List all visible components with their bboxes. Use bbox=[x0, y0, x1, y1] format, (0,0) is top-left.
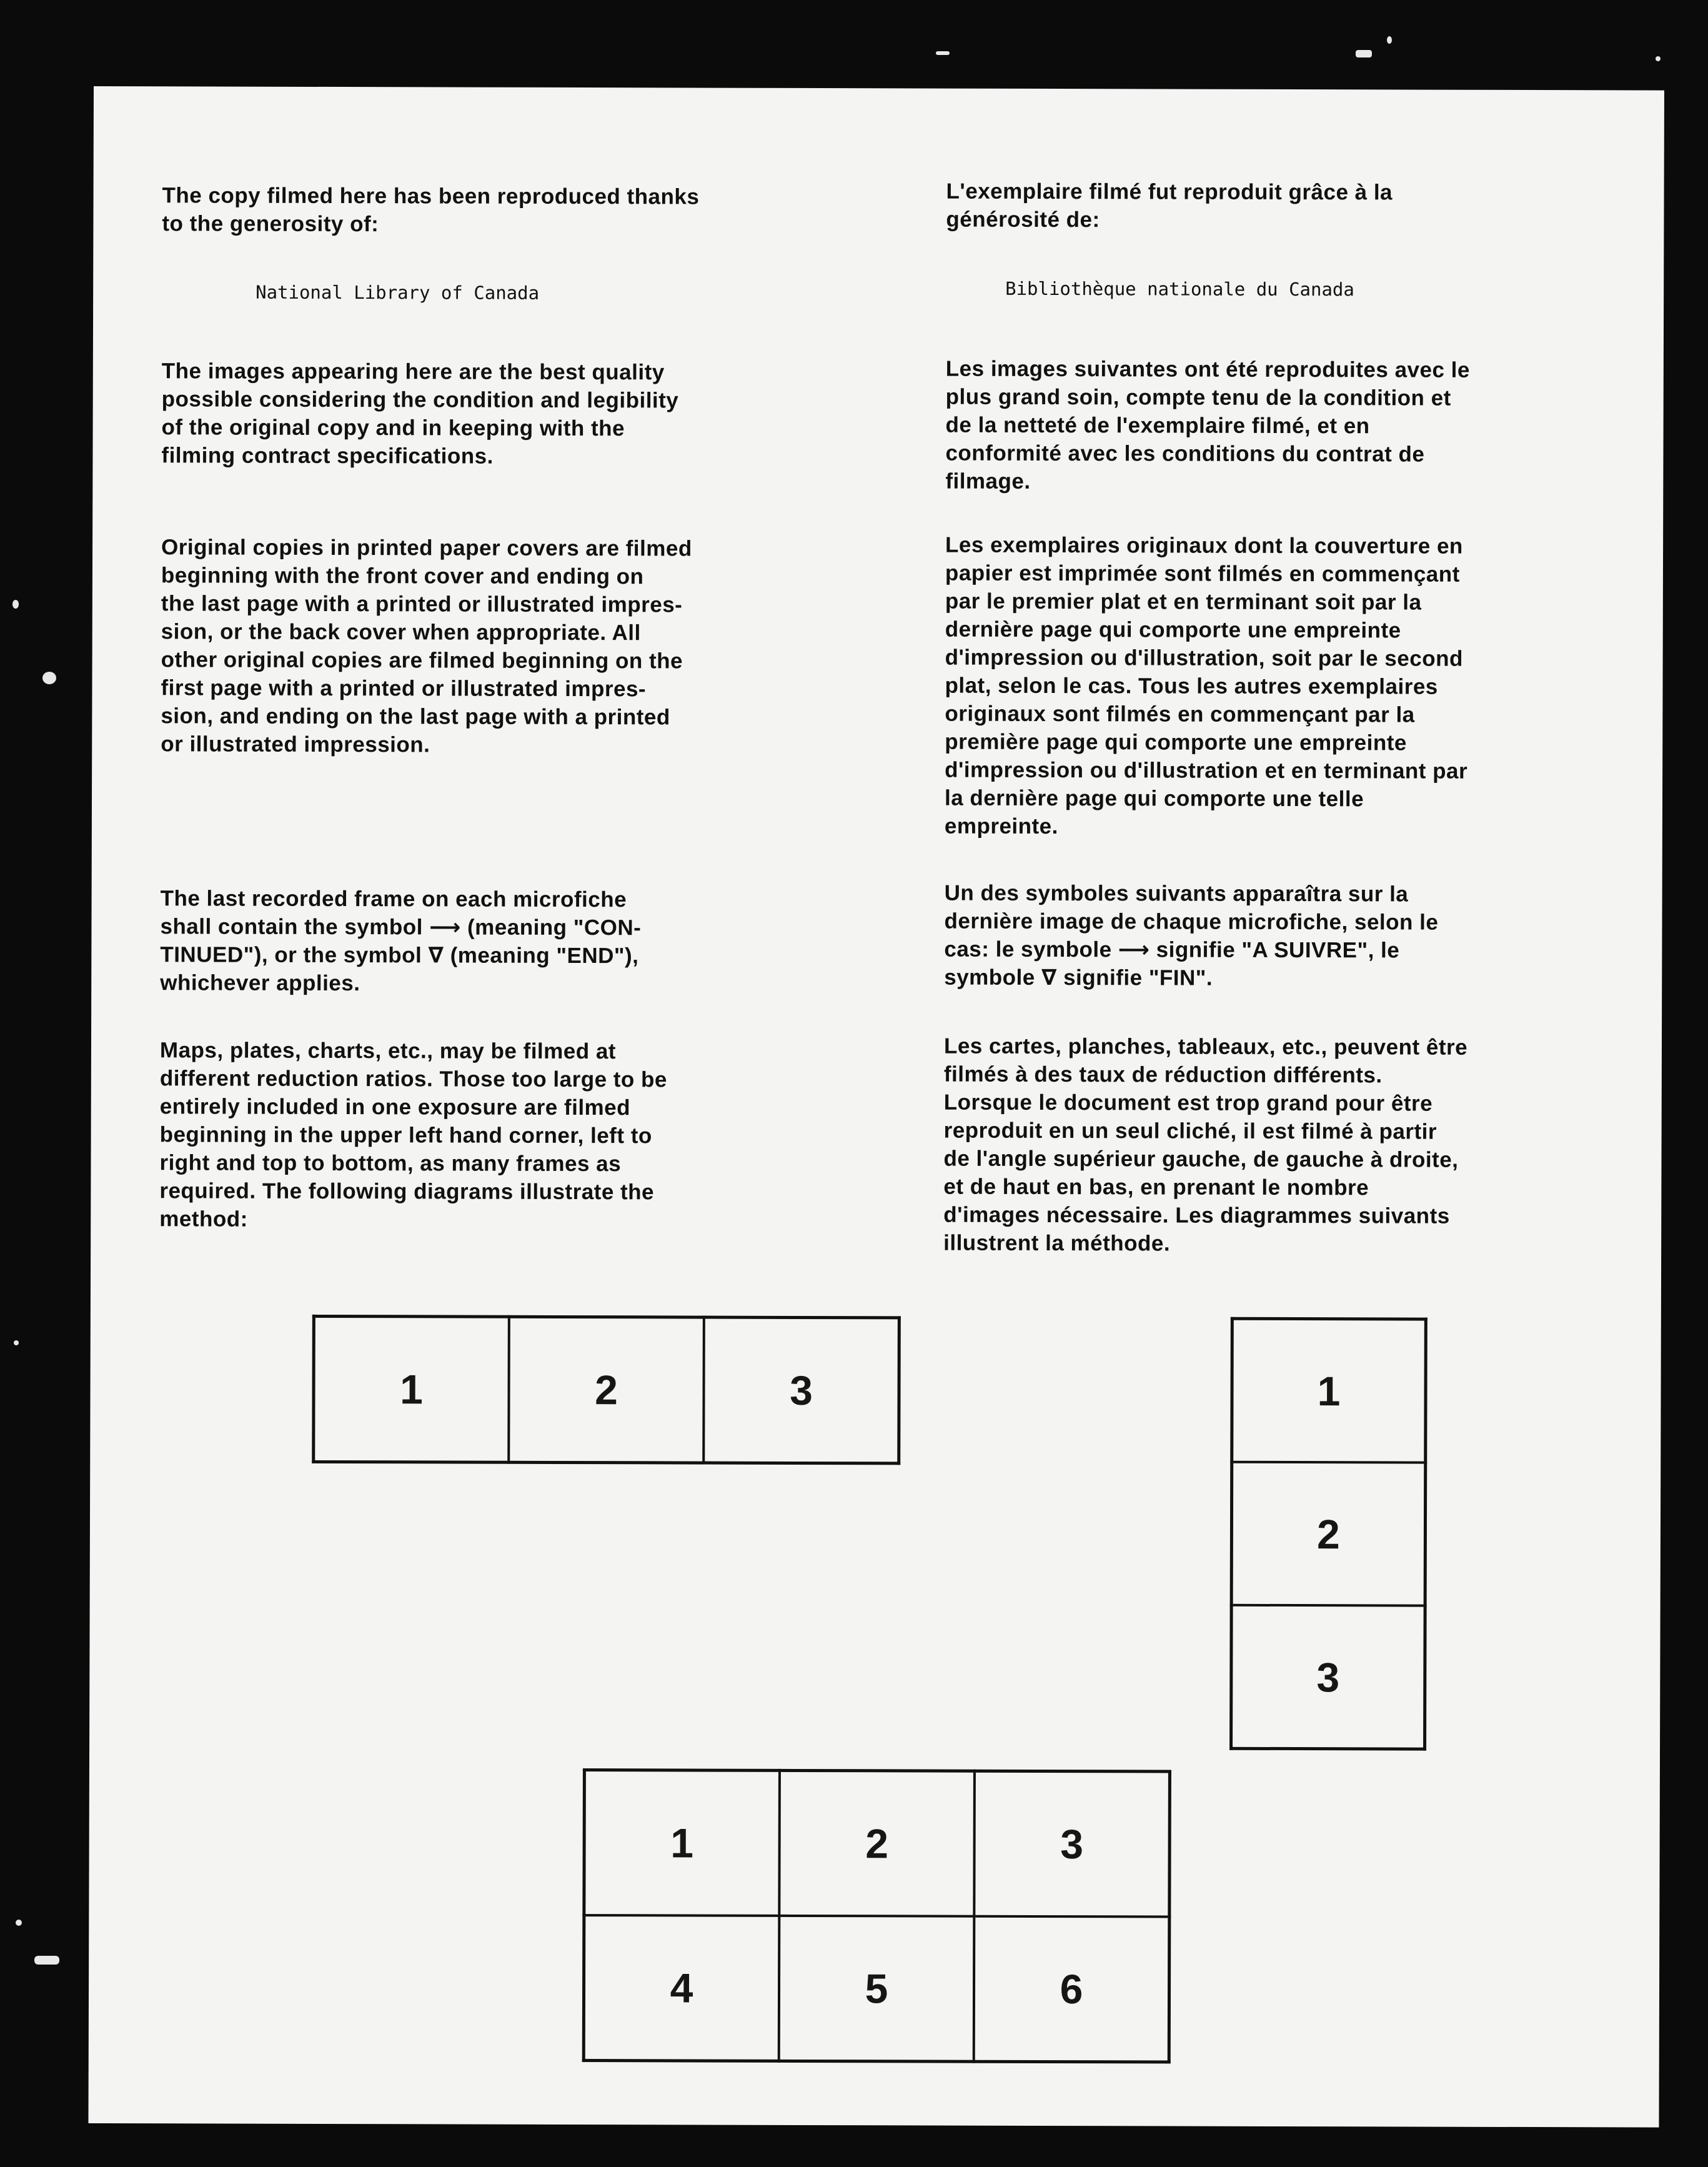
frame-cell: 2 bbox=[509, 1317, 704, 1463]
english-column bbox=[159, 86, 818, 1232]
scan-speck bbox=[12, 600, 19, 609]
frame-cell: 4 bbox=[583, 1915, 779, 2061]
frame-cell: 2 bbox=[779, 1770, 975, 1916]
scan-speck bbox=[34, 1956, 59, 1965]
scan-speck bbox=[42, 672, 56, 684]
english-covers-paragraph: Original copies in printed paper covers are filmed beginning with the front cover and ending on the last page with a printed or illustrated impres- sion, or the back cover when appropriate. All other original copies are filmed beginning on the first page with a printed or illustrated impres- sion, and ending on the last page with a printed or illustrated impression. bbox=[161, 535, 692, 757]
english-maps-paragraph: Maps, plates, charts, etc., may be filmed at different reduction ratios. Those too large to be entirely included in one exposure are filmed beginning in the upper left hand corner, left to right and top to bottom, as many frames as required. The following diagrams illustrate the method: bbox=[159, 1038, 667, 1232]
french-covers-paragraph: Les exemplaires originaux dont la couverture en papier est imprimée sont filmés en commençant par le premier plat et en terminant soit par la dernière page qui comporte une empreinte d'impression ou d'illustration, soit par le second plat, selon le cas. Tous les autres exemplaires originaux sont filmés en commençant par la première page qui comporte une empreinte d'impression ou d'illustration et en terminant par la dernière page qui comporte une telle empreinte. bbox=[944, 532, 1468, 839]
scan-speck bbox=[1387, 36, 1392, 44]
scan-speck bbox=[1356, 50, 1372, 57]
english-library-name: National Library of Canada bbox=[256, 281, 540, 304]
french-quality-paragraph: Les images suivantes ont été reproduites avec le plus grand soin, compte tenu de la condition et de la netteté de l'exemplaire filmé, et en conformité avec les conditions du contrat de filmage. bbox=[945, 356, 1470, 494]
frame-cell: 2 bbox=[1231, 1462, 1426, 1606]
document-page bbox=[88, 86, 1664, 2128]
french-library-name: Bibliothèque nationale du Canada bbox=[1005, 277, 1354, 301]
french-symbols-paragraph: Un des symboles suivants apparaîtra sur la dernière image de chaque microfiche, selon le cas: le symbole ⟶ signifie "A SUIVRE", le symbole ∇ signifie "FIN". bbox=[944, 880, 1439, 990]
frame-cell: 1 bbox=[1232, 1318, 1426, 1462]
grid-frames-diagram bbox=[582, 1768, 1171, 2063]
english-quality-paragraph: The images appearing here are the best quality possible considering the condition and legibility of the original copy and in keeping with the filming contract specifications. bbox=[161, 359, 679, 469]
scan-speck bbox=[16, 1920, 22, 1926]
frame-cell: 6 bbox=[974, 1916, 1169, 2062]
frame-cell: 3 bbox=[1231, 1605, 1426, 1749]
english-intro: The copy filmed here has been reproduced thanks to the generosity of: bbox=[162, 183, 700, 237]
frame-cell: 5 bbox=[779, 1916, 975, 2061]
french-intro: L'exemplaire filmé fut reproduit grâce à la générosité de: bbox=[946, 179, 1393, 232]
scan-speck bbox=[936, 51, 950, 55]
horizontal-frames-diagram bbox=[312, 1315, 901, 1465]
frame-cell: 3 bbox=[703, 1317, 899, 1463]
french-maps-paragraph: Les cartes, planches, tableaux, etc., peuvent être filmés à des taux de réduction différents. Lorsque le document est trop grand pour être reproduit en un seul cliché, il est filmé à partir de l'angle supérieur gauche, de gauche à droite, et de haut en bas, en prenant le nombre d'images nécessaire. Les diagrammes suivants illustrent la méthode. bbox=[943, 1034, 1468, 1256]
scan-speck bbox=[1656, 56, 1661, 61]
frame-cell: 1 bbox=[584, 1770, 780, 1916]
english-symbols-paragraph: The last recorded frame on each microfiche shall contain the symbol ⟶ (meaning "CON- TINUED"), or the symbol ∇ (meaning "END"), whichever applies. bbox=[160, 886, 642, 996]
frame-cell: 1 bbox=[314, 1316, 509, 1462]
frame-cell: 3 bbox=[974, 1771, 1169, 1916]
scan-speck bbox=[14, 1340, 19, 1345]
french-column bbox=[943, 89, 1602, 1256]
vertical-frames-diagram bbox=[1229, 1317, 1427, 1751]
